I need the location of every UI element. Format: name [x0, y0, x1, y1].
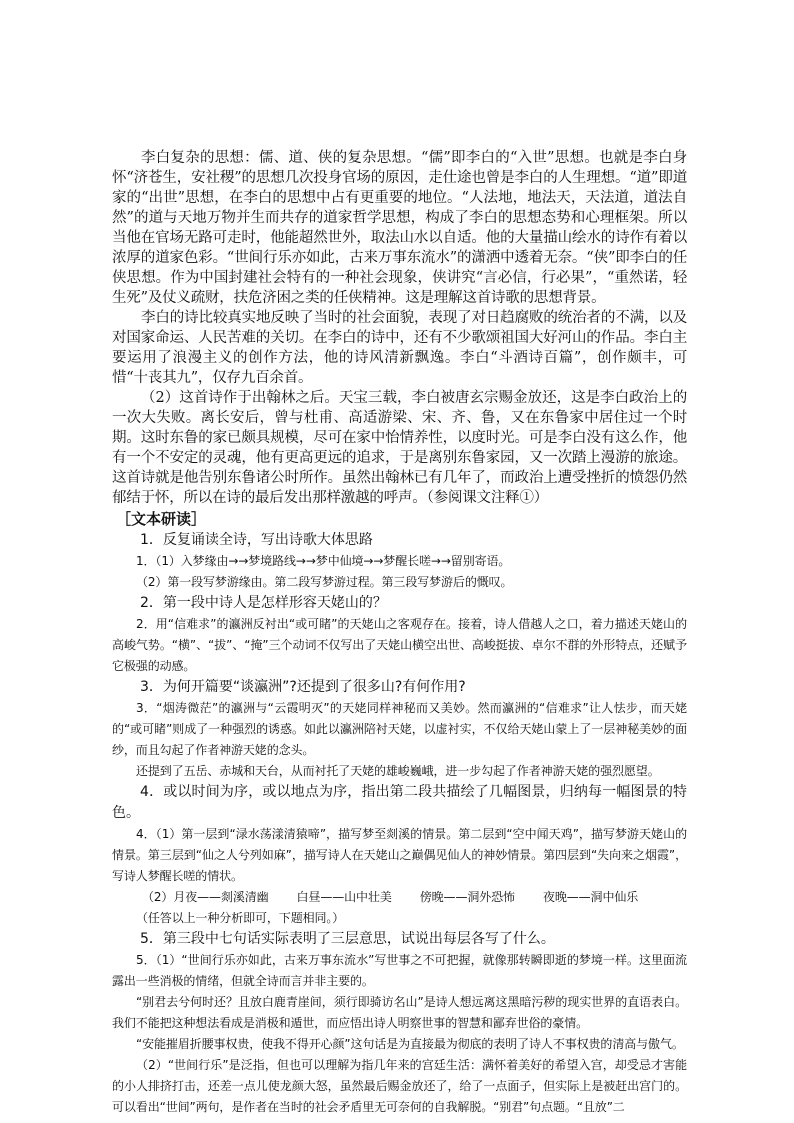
- intro-paragraph-1: 李白复杂的思想：儒、道、侠的复杂思想。“儒”即李白的“入世”思想。也就是李白身怀“济苍生，安社稷”的思想几次投身官场的原因，走仕途也曾是李白的人生理想。“道”即道家的“出世”思想，在李白的思想中占有更重要的地位。“人法地，地法天，天法道，道法自然”的道与天地万物并生而共存的道家哲学思想，构成了李白的思想态势和心理框架。所以当他在官场无路可走时，他能超然世外，取法山水以自适。他的大量描山绘水的诗作有着以浓厚的道家色彩。“世间行乐亦如此，古来万事东流水”的潇洒中透着无奈。“侠”即李白的任侠思想。作为中国封建社会特有的一种社会现象，侠讲究“言必信，行必果”，“重然诺，轻生死”及仗义疏财，扶危济困之类的任侠精神。这是理解这首诗歌的思想背景。: [112, 150, 687, 306]
- scene-item: 夜晚——洞中仙乐: [542, 890, 639, 904]
- question-1: 1．反复诵读全诗，写出诗歌大体思路: [140, 532, 373, 548]
- answer-5-part-3: “安能摧眉折腰事权贵，使我不得开心颜”这句话是为直接最为彻底的表明了诗人不事权贵的清高与傲气。: [136, 1037, 684, 1051]
- answer-2: 2．用“信难求”的瀛洲反衬出“或可睹”的天姥山之客观存在。接着，诗人借越人之口，着力描述天姥山的高峻气势。“横”、“拔”、“掩”三个动词不仅写出了天姥山横空出世、高峻挺拔、卓尔不群的外形特点，还赋予它极强的动感。: [112, 617, 687, 673]
- answer-5-part-1: 5．（1）“世间行乐亦如此，古来万事东流水”写世事之不可把握，就像那转瞬即逝的梦境一样。这里面流露出一些消极的情绪，但就全诗而言并非主要的。: [112, 953, 687, 988]
- answer-5-part-4: （2）“世间行乐”是泛指，但也可以理解为指几年来的宫廷生活：满怀着美好的希望入宫，却受忌才害能的小人排挤打击，还差一点儿使龙颜大怒，虽然最后赐金放还了，给了一点面子，但实际上是被赶出宫门的。可以看出“世间”两句，是作者在当时的社会矛盾里无可奈何的自我解脱。“别君”句点题。“且放”二: [112, 1058, 687, 1114]
- question-3: 3．为何开篇要“谈瀛洲”?还提到了很多山?有何作用?: [140, 679, 466, 695]
- answer-5-part-2: “别君去兮何时还？且放白鹿青崖间，须行即骑访名山”是诗人想远离这黑暗污秽的现实世界的直语表白。我们不能把这种想法看成是消极和遁世，而应悟出诗人明察世事的智慧和鄙弃世俗的豪情。: [112, 995, 687, 1030]
- scene-item: 白昼——山中壮美: [296, 890, 392, 904]
- question-2: 2．第一段中诗人是怎样形容天姥山的？: [140, 595, 387, 611]
- answer-1-part-2: （2）第一段写梦游缘由。第二段写梦游过程。第三段写梦游后的慨叹。: [136, 575, 513, 589]
- answer-4-scene-list: [112, 887, 687, 908]
- answer-3-part-2: 还提到了五岳、赤城和天台，从而衬托了天姥的雄峻巍峨，进一步勾起了作者神游天姥的强烈愿望。: [136, 764, 660, 778]
- answer-4-part-1: 4．（1）第一层到“渌水荡漾清猿啼”，描写梦至剡溪的情景。第二层到“空中闻天鸡”，描写梦游天姥山的情景。第三层到“仙之人兮列如麻”，描写诗人在天姥山之巅偶见仙人的神妙情景。第四层到“失向来之烟霞”，写诗人梦醒长嗟的情状。: [112, 827, 687, 883]
- document-page: [112, 148, 687, 1118]
- question-5: 5．第三段中七句话实际表明了三层意思，试说出每层各写了什么。: [140, 931, 555, 947]
- intro-paragraph-2: 李白的诗比较真实地反映了当时的社会面貌，表现了对日趋腐败的统治者的不满，以及对国家命运、人民苦难的关切。在李白的诗中，还有不少歌颂祖国大好河山的作品。李白主要运用了浪漫主义的创作方法，他的诗风清新飘逸。李白“斗酒诗百篇”，创作颇丰，可惜“十丧其九”，仅存九百余首。: [112, 310, 687, 386]
- question-4: 4．或以时间为序，或以地点为序，指出第二段共描绘了几幅图景，归纳每一幅图景的特色。: [112, 784, 687, 821]
- section-title: ［文本研读］: [116, 510, 207, 528]
- answer-1-part-1: 1．（1）入梦缘由→→梦境路线→→梦中仙境→→梦醒长嗟→→留别寄语。: [136, 554, 511, 568]
- answer-4-note: （任答以上一种分析即可，下题相同。）: [136, 911, 345, 925]
- intro-paragraph-3: （2）这首诗作于出翰林之后。天宝三载，李白被唐玄宗赐金放还，这是李白政治上的一次大失败。离长安后，曾与杜甫、高适游梁、宋、齐、鲁，又在东鲁家中居住过一个时期。这时东鲁的家已颇具规模，尽可在家中怡情养性，以度时光。可是李白没有这么作，他有一个不安定的灵魂，他有更高更远的追求，于是离别东鲁家园，又一次踏上漫游的旅途。这首诗就是他告别东鲁诸公时所作。虽然出翰林已有几年了，而政治上遭受挫折的愤怨仍然郁结于怀，所以在诗的最后发出那样激越的呼声。（参阅课文注释①）: [112, 390, 687, 506]
- scene-item: 傍晚——洞外恐怖: [419, 890, 515, 904]
- scene-item: （2）月夜——剡溪清幽: [142, 890, 269, 904]
- answer-3-part-1: 3．“烟涛微茫”的瀛洲与“云霞明灭”的天姥同样神秘而又美妙。然而瀛洲的“信难求”让人怯步，而天姥的“或可睹”则成了一种强烈的诱惑。如此以瀛洲陪衬天姥，以虚衬实，不仅给天姥山蒙上了一层神秘美妙的面纱，而且勾起了作者神游天姥的念头。: [112, 701, 687, 757]
